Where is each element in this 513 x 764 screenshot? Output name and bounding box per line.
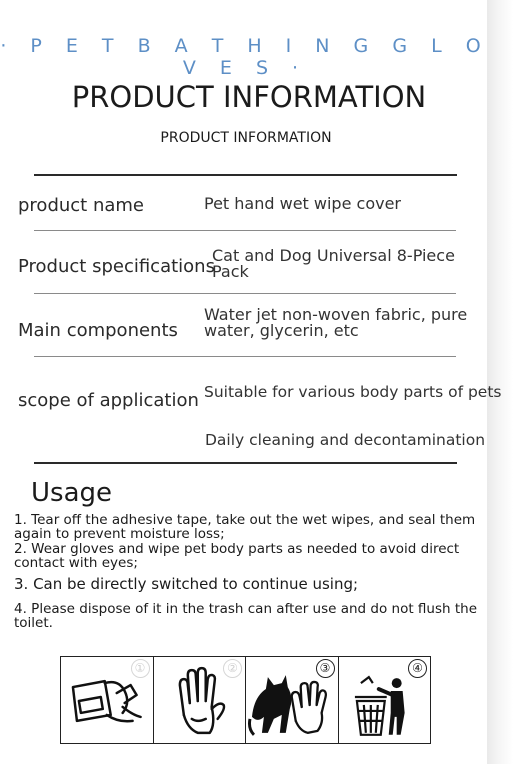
page-title: PRODUCT INFORMATION — [71, 80, 427, 114]
trash-can-icon — [339, 657, 431, 743]
row-label: product name — [18, 195, 144, 216]
step-number-badge: ① — [131, 659, 150, 678]
row-value: Cat and Dog Universal 8-Piece Pack — [212, 246, 455, 281]
row-divider — [34, 356, 456, 357]
row-value: Water jet non-woven fabric, pure water, glycerin, etc — [204, 305, 468, 340]
usage-step: 2. Wear gloves and wipe pet body parts as needed to avoid direct contact with eyes; — [14, 541, 460, 571]
usage-step: 1. Tear off the adhesive tape, take out the wet wipes, and seal them again to prevent moisture loss; — [14, 512, 476, 542]
step-number-badge: ③ — [316, 659, 335, 678]
glove-hand-icon — [154, 657, 246, 743]
wipe-pack-icon — [61, 657, 153, 743]
usage-heading: Usage — [31, 478, 113, 508]
usage-step: 3. Can be directly switched to continue using; — [14, 575, 359, 593]
tagline: · P E T B A T H I N G G L O V E S · — [0, 35, 490, 79]
row-value: Pet hand wet wipe cover — [204, 194, 401, 213]
step-number-badge: ④ — [408, 659, 427, 678]
table-bottom-rule — [34, 462, 457, 464]
usage-icon-strip — [60, 656, 431, 744]
row-value: Daily cleaning and decontamination — [205, 431, 486, 449]
table-top-rule — [34, 174, 457, 176]
row-value: Suitable for various body parts of pets — [204, 383, 502, 401]
usage-icon-cell — [246, 657, 339, 743]
step-number-badge: ② — [223, 659, 242, 678]
row-label: Main components — [18, 320, 178, 341]
row-label: scope of application — [18, 390, 199, 411]
usage-icon-cell — [339, 657, 431, 743]
right-edge-shade — [487, 0, 513, 764]
row-divider — [34, 230, 456, 231]
row-label: Product specifications — [18, 256, 215, 277]
usage-step: 4. Please dispose of it in the trash can after use and do not flush the toilet. — [14, 601, 478, 631]
cat-glove-icon — [246, 657, 338, 743]
usage-icon-cell — [154, 657, 247, 743]
page-subtitle: PRODUCT INFORMATION — [160, 130, 332, 146]
row-divider — [34, 293, 456, 294]
usage-icon-cell — [61, 657, 154, 743]
